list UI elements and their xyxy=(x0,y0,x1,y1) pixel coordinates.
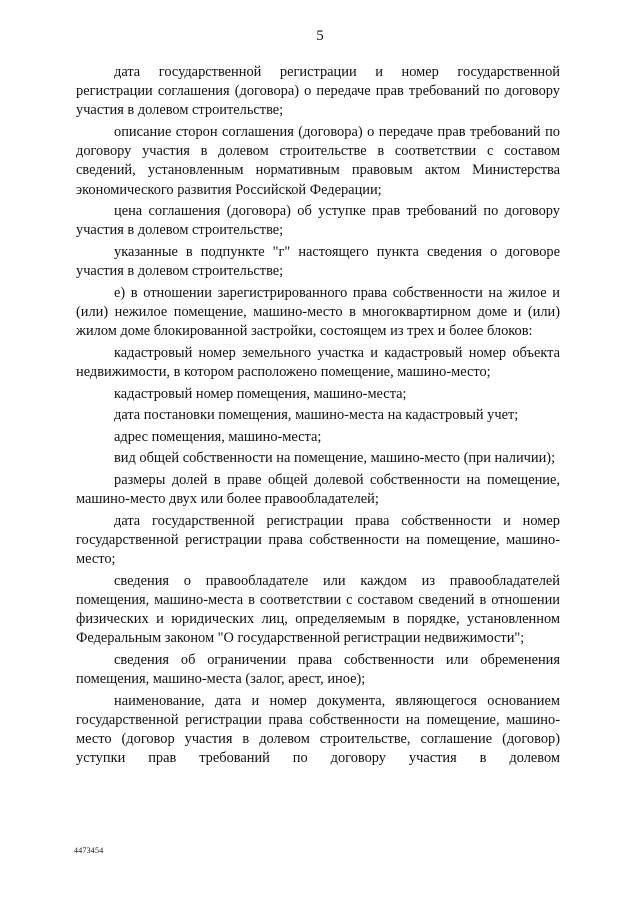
paragraph-cadastral-land: кадастровый номер земельного участка и кадастровый номер объекта недвижимости, в котором расположено помещение, машино-место; xyxy=(76,344,560,380)
page-number: 5 xyxy=(316,28,324,44)
paragraph-parties-description: описание сторон соглашения (договора) о передаче прав требований по договору участия в долевом строительстве в соответствии с составом сведений, установленным нормативным правовым актом Министерства экономического развития Российской Федерации; xyxy=(76,124,560,198)
paragraph-shares: размеры долей в праве общей долевой собственности на помещение, машино-место двух или более правообладателей; xyxy=(76,471,560,508)
paragraph-subpoint-g-info: указанные в подпункте "г" настоящего пункта сведения о договоре участия в долевом строительстве; xyxy=(76,244,560,280)
paragraph-registration-date: дата государственной регистрации и номер государственной регистрации соглашения (договора) о передаче прав требований по договору участия в долевом строительстве; xyxy=(76,64,560,119)
paragraph-subpoint-e: е) в отношении зарегистрированного права собственности на жилое и (или) нежилое помещение, машино-место в многоквартирном доме и (или) жилом доме блокированной застройки, состоящем из трех и более блоков: xyxy=(76,284,560,340)
paragraph-rightholders: сведения о правообладателе или каждом из правообладателей помещения, машино-места в соответствии с составом сведений в отношении физических и юридических лиц, определяемым в порядке, установленном Федеральным законом "О государственной регистрации недвижимости"; xyxy=(76,572,560,647)
paragraph-basis-document: наименование, дата и номер документа, являющегося основанием государственной регистрации права собственности на помещение, машино-место (договор участия в долевом строительстве, соглашение (договор) уступки прав требований по договору участия в долевом xyxy=(76,692,560,767)
paragraph-cadastral-date: дата постановки помещения, машино-места на кадастровый учет; xyxy=(114,407,519,424)
paragraph-cadastral-premises: кадастровый номер помещения, машино-места; xyxy=(114,385,407,402)
paragraph-ownership-registration: дата государственной регистрации права собственности и номер государственной регистрации права собственности на помещение, машино-место; xyxy=(76,512,560,568)
document-body xyxy=(76,63,560,771)
paragraph-encumbrances: сведения об ограничении права собственности или обременения помещения, машино-места (залог, арест, иное); xyxy=(76,651,560,688)
document-code: 4473454 xyxy=(74,846,104,855)
paragraph-ownership-type: вид общей собственности на помещение, машино-место (при наличии); xyxy=(114,450,556,467)
paragraph-address: адрес помещения, машино-места; xyxy=(114,428,322,445)
paragraph-assignment-price: цена соглашения (договора) об уступке прав требований по договору участия в долевом строительстве; xyxy=(76,203,560,239)
